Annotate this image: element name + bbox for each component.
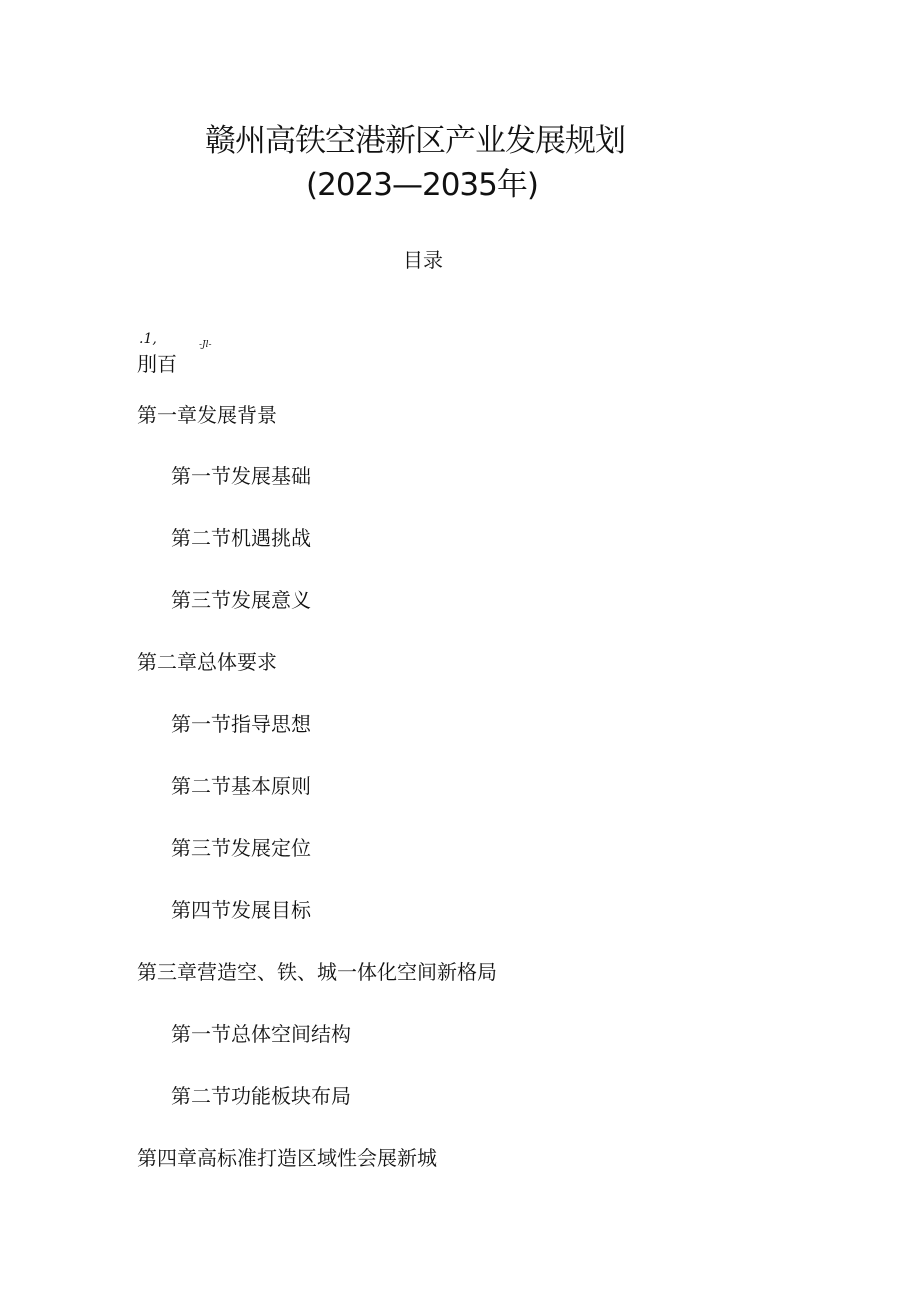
toc-entry-section[interactable]: 第一节发展基础 [171,464,311,488]
toc-entry-section[interactable]: 第一节总体空间结构 [171,1022,351,1046]
toc-entry-section[interactable]: 第四节发展目标 [171,898,311,922]
toc-entry-section[interactable]: 第二节机遇挑战 [171,526,311,550]
toc-entry-preface[interactable]: 刖百 [137,352,177,376]
document-title-years: (2023—2035年) [306,167,538,203]
toc-heading: 目录 [403,248,443,272]
toc-entry-section[interactable]: 第一节指导思想 [171,712,311,736]
scan-artifact-text: -Jl- [199,340,212,350]
toc-entry-chapter-3[interactable]: 第三章营造空、铁、城一体化空间新格局 [137,960,497,984]
toc-entry-section[interactable]: 第二节功能板块布局 [171,1084,351,1108]
document-title: 赣州高铁空港新区产业发展规划 [205,123,625,159]
toc-entry-section[interactable]: 第二节基本原则 [171,774,311,798]
toc-entry-chapter-2[interactable]: 第二章总体要求 [137,650,277,674]
toc-entry-chapter-4[interactable]: 第四章高标准打造区域性会展新城 [137,1146,437,1170]
toc-entry-section[interactable]: 第三节发展定位 [171,836,311,860]
scan-artifact-text: .1, [139,331,157,347]
toc-entry-section[interactable]: 第三节发展意义 [171,588,311,612]
toc-entry-chapter-1[interactable]: 第一章发展背景 [137,403,277,427]
